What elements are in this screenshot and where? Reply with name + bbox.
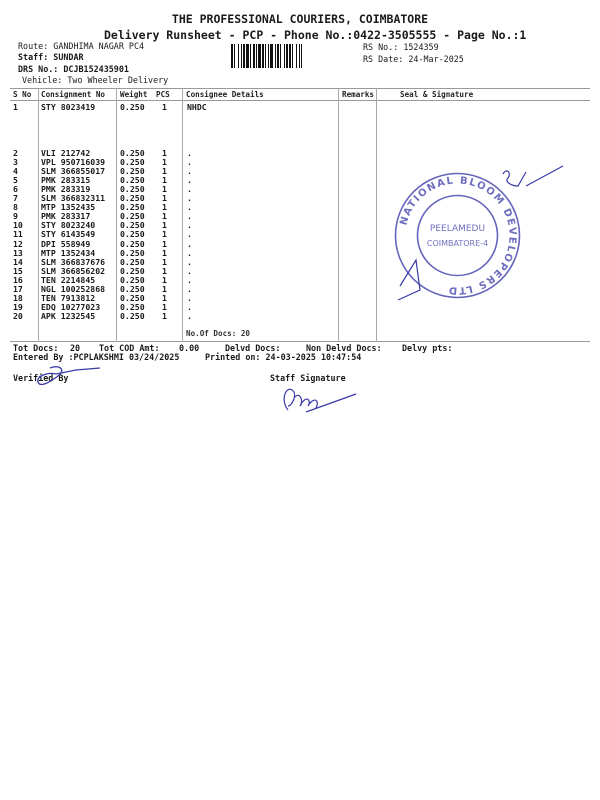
- non-delvd-docs-label: Non Delvd Docs:: [306, 343, 382, 353]
- drs-number: DRS No.: DCJB152435901: [18, 64, 129, 74]
- verified-by-signature: [30, 362, 100, 392]
- route-label: Route: GANDHIMA NAGAR PC4: [18, 41, 145, 51]
- tot-docs-label: Tot Docs:: [13, 343, 59, 353]
- row-consignee-details: .: [187, 292, 192, 303]
- row-consignee-details: .: [187, 166, 192, 177]
- row-pcs: 1: [162, 238, 167, 249]
- row-consignment-number: MTP 1352434: [41, 247, 96, 258]
- column-header-pcs: PCS: [156, 90, 170, 99]
- table-row: [10, 220, 410, 229]
- seal-signature-stroke: [398, 260, 420, 300]
- row-serial-number: 18: [13, 292, 23, 303]
- table-row: [10, 311, 410, 320]
- row-consignment-number: NGL 100252868: [41, 283, 106, 294]
- row-consignment-number: SLM 366856202: [41, 265, 106, 276]
- row-consignment-number: STY 8023419: [41, 102, 96, 112]
- row-pcs: 1: [162, 229, 167, 240]
- row-pcs: 1: [162, 265, 167, 276]
- row-serial-number: 19: [13, 301, 23, 312]
- row-serial-number: 14: [13, 256, 23, 267]
- row-serial-number: 3: [13, 157, 18, 168]
- row-consignee-details: .: [187, 238, 192, 249]
- table-row: [10, 248, 410, 257]
- row-weight: 0.250: [120, 102, 145, 112]
- row-consignment-number: PMK 283315: [41, 175, 91, 186]
- row-weight: 0.250: [120, 274, 145, 285]
- header-bottom-rule: [10, 100, 590, 101]
- row-pcs: 1: [162, 166, 167, 177]
- row-pcs: 1: [162, 148, 167, 158]
- table-top-rule: [10, 88, 590, 89]
- row-consignee-details: .: [187, 247, 192, 258]
- table-row: [10, 266, 410, 275]
- table-row: [10, 193, 410, 202]
- table-row: [10, 239, 410, 248]
- stamp-inner-text-1: PEELAMEDU: [429, 224, 486, 234]
- column-header-consignment: Consignment No: [41, 90, 106, 99]
- table-row: [10, 293, 410, 302]
- row-consignment-number: TEN 7913812: [41, 292, 96, 303]
- row-consignment-number: PMK 283319: [41, 184, 91, 195]
- row-serial-number: 17: [13, 283, 23, 294]
- row-weight: 0.250: [120, 148, 145, 158]
- stamp-inner-ring: [418, 196, 498, 276]
- barcode-bar: [302, 44, 304, 68]
- table-row: [10, 148, 410, 157]
- row-serial-number: 8: [13, 202, 18, 213]
- delvy-pts-label: Delvy pts:: [402, 343, 453, 353]
- row-serial-number: 6: [13, 184, 18, 195]
- row-weight: 0.250: [120, 157, 145, 168]
- row-pcs: 1: [162, 256, 167, 267]
- row-pcs: 1: [162, 292, 167, 303]
- no-of-docs: No.Of Docs: 20: [186, 329, 251, 338]
- row-pcs: 1: [162, 175, 167, 186]
- row-weight: 0.250: [120, 229, 145, 240]
- entered-by: Entered By :PCPLAKSHMI 03/24/2025: [13, 352, 180, 362]
- row-pcs: 1: [162, 301, 167, 312]
- row-consignment-number: SLM 366832311: [41, 193, 106, 204]
- row-consignment-number: STY 8023240: [41, 220, 96, 231]
- row-consignee-details: .: [187, 229, 192, 240]
- row-weight: 0.250: [120, 202, 145, 213]
- row-consignment-number: STY 6143549: [41, 229, 96, 240]
- row-serial-number: 11: [13, 229, 23, 240]
- barcode-icon: [231, 44, 358, 68]
- row-weight: 0.250: [120, 301, 145, 312]
- row-consignee-details: .: [187, 283, 192, 294]
- row-weight: 0.250: [120, 256, 145, 267]
- row-weight: 0.250: [120, 184, 145, 195]
- table-row: [10, 175, 410, 184]
- table-row: [10, 275, 410, 284]
- row-consignee-details: .: [187, 202, 192, 213]
- company-title: THE PROFESSIONAL COURIERS, COIMBATORE: [171, 12, 429, 26]
- table-row: [10, 184, 410, 193]
- row-pcs: 1: [162, 193, 167, 204]
- row-consignment-number: MTP 1352435: [41, 202, 96, 213]
- row-serial-number: 10: [13, 220, 23, 231]
- runsheet-table: [10, 88, 590, 342]
- row-serial-number: 15: [13, 265, 23, 276]
- row-weight: 0.250: [120, 292, 145, 303]
- vehicle-label: Vehicle: Two Wheeler Delivery: [22, 75, 169, 85]
- row-serial-number: 7: [13, 193, 18, 204]
- row-weight: 0.250: [120, 238, 145, 249]
- row-weight: 0.250: [120, 211, 145, 222]
- row-pcs: 1: [162, 283, 167, 294]
- row-serial-number: 9: [13, 211, 18, 222]
- row-consignee-details: .: [187, 157, 192, 168]
- row-consignment-number: DPI 558949: [41, 238, 91, 249]
- table-row: [10, 166, 410, 175]
- staff-label: Staff: SUNDAR: [18, 52, 84, 62]
- row-weight: 0.250: [120, 265, 145, 276]
- row-pcs: 1: [162, 247, 167, 258]
- rs-date: RS Date: 24-Mar-2025: [363, 54, 464, 64]
- staff-signature-scribble: [278, 380, 358, 420]
- row-serial-number: 5: [13, 175, 18, 186]
- row-consignment-number: APK 1232545: [41, 310, 96, 321]
- row-serial-number: 12: [13, 238, 23, 249]
- column-header-seal-signature: Seal & Signature: [400, 90, 474, 99]
- row-consignee-details: .: [187, 193, 192, 204]
- table-row: [10, 257, 410, 266]
- row-pcs: 1: [162, 274, 167, 285]
- row-pcs: 1: [162, 202, 167, 213]
- row-consignment-number: VLI 212742: [41, 148, 91, 158]
- row-consignee-details: .: [187, 274, 192, 285]
- row-consignee-details: NHDC: [187, 102, 207, 112]
- row-weight: 0.250: [120, 175, 145, 186]
- row-pcs: 1: [162, 310, 167, 321]
- row-consignment-number: VPL 950716039: [41, 157, 106, 168]
- row-consignee-details: .: [187, 265, 192, 276]
- verified-by-label: Verified By: [13, 373, 69, 383]
- table-row: [10, 157, 410, 166]
- row-consignee-details: .: [187, 220, 192, 231]
- table-bottom-rule: [10, 341, 590, 342]
- row-consignment-number: SLM 366837676: [41, 256, 106, 267]
- tot-cod-value: 0.00: [179, 343, 200, 353]
- table-row: [10, 202, 410, 211]
- printed-on: Printed on: 24-03-2025 10:47:54: [205, 352, 362, 362]
- row-serial-number: 1: [13, 102, 18, 112]
- table-row: [10, 229, 410, 238]
- row-weight: 0.250: [120, 193, 145, 204]
- row-serial-number: 20: [13, 310, 23, 321]
- rs-number: RS No.: 1524359: [363, 42, 439, 52]
- row-pcs: 1: [162, 157, 167, 168]
- row-consignment-number: EDQ 10277023: [41, 301, 101, 312]
- row-serial-number: 13: [13, 247, 23, 258]
- row-consignee-details: .: [187, 310, 192, 321]
- row-serial-number: 2: [13, 148, 18, 158]
- row-pcs: 1: [162, 220, 167, 231]
- row-consignee-details: .: [187, 256, 192, 267]
- column-header-weight: Weight: [120, 90, 148, 99]
- row-consignment-number: TEN 2214845: [41, 274, 96, 285]
- staff-signature-label: Staff Signature: [270, 373, 346, 383]
- row-weight: 0.250: [120, 283, 145, 294]
- delvd-docs-label: Delvd Docs:: [225, 343, 281, 353]
- table-row: [10, 102, 410, 111]
- row-weight: 0.250: [120, 247, 145, 258]
- row-consignee-details: .: [187, 148, 192, 158]
- tot-docs-value: 20: [70, 343, 81, 353]
- column-header-sno: S No: [13, 90, 32, 99]
- row-consignment-number: PMK 283317: [41, 211, 91, 222]
- row-weight: 0.250: [120, 310, 145, 321]
- row-consignee-details: .: [187, 211, 192, 222]
- row-serial-number: 4: [13, 166, 18, 177]
- table-row: [10, 284, 410, 293]
- row-weight: 0.250: [120, 166, 145, 177]
- seal-signature-tick: [498, 164, 568, 194]
- row-consignee-details: .: [187, 301, 192, 312]
- table-row: [10, 211, 410, 220]
- runsheet-subtitle: Delivery Runsheet - PCP - Phone No.:0422-3505555 - Page No.:1: [104, 28, 527, 42]
- row-pcs: 1: [162, 211, 167, 222]
- row-consignee-details: .: [187, 184, 192, 195]
- stamp-inner-text-2: COIMBATORE-4: [426, 239, 489, 248]
- row-consignment-number: SLM 366855017: [41, 166, 106, 177]
- stamp-outer-text: NATIONAL BLOOM DEVELOPERS LTD: [398, 175, 518, 296]
- tot-cod-label: Tot COD Amt:: [99, 343, 160, 353]
- row-serial-number: 16: [13, 274, 23, 285]
- table-row: [10, 302, 410, 311]
- row-pcs: 1: [162, 184, 167, 195]
- row-weight: 0.250: [120, 220, 145, 231]
- row-consignee-details: .: [187, 175, 192, 186]
- column-header-remarks: Remarks: [342, 90, 375, 99]
- column-header-consignee: Consignee Details: [186, 90, 264, 99]
- row-pcs: 1: [162, 102, 167, 112]
